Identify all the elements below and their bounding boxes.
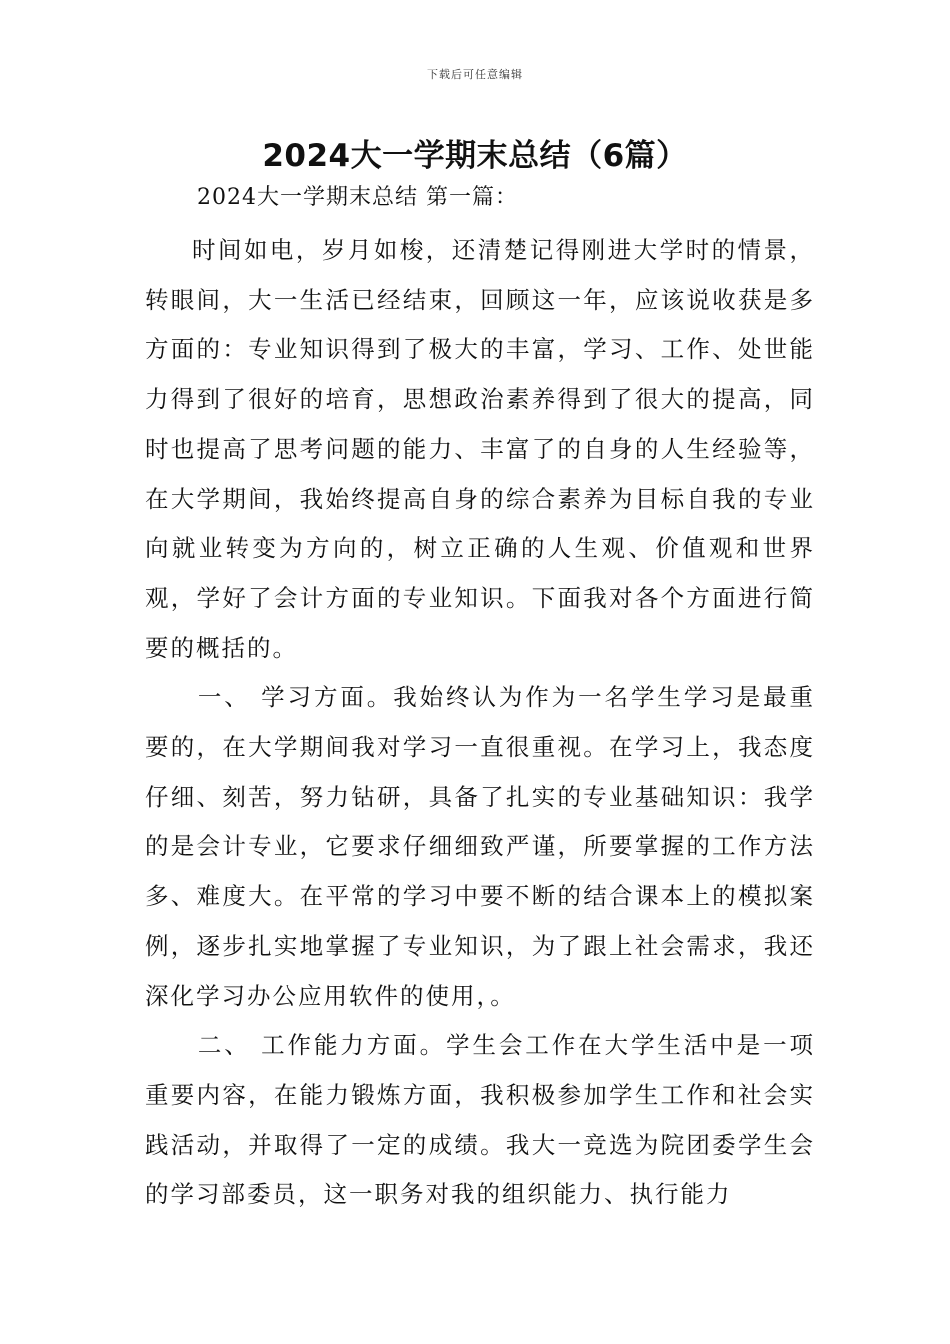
paragraph-study: 一、 学习方面。我始终认为作为一名学生学习是最重要的，在大学期间我对学习一直很重视。在学习上，我态度仔细、刻苦，努力钻研，具备了扎实的专业基础知识：我学的是会计专业，它要求仔细细致严谨，所要掌握的工作方法多、难度大。在平常的学习中要不断的结合课本上的模拟案例，逐步扎实地掌握了专业知识，为了跟上社会需求，我还深化学习办公应用软件的使用，。 — [145, 683, 815, 1010]
body-text — [145, 226, 815, 1220]
document-title: 2024大一学期末总结（6篇） — [262, 138, 688, 174]
paragraph-work: 二、 工作能力方面。学生会工作在大学生活中是一项重要内容，在能力锻炼方面，我积极参加学生工作和社会实践活动，并取得了一定的成绩。我大一竞选为院团委学生会的学习部委员，这一职务对我的组织能力、执行能力 — [145, 1031, 815, 1209]
header-note: 下载后可任意编辑 — [427, 68, 523, 81]
section-subtitle: 2024大一学期末总结 第一篇： — [197, 185, 518, 210]
paragraph-intro: 时间如电，岁月如梭，还清楚记得刚进大学时的情景，转眼间，大一生活已经结束，回顾这一年，应该说收获是多方面的：专业知识得到了极大的丰富，学习、工作、处世能力得到了很好的培育，思想政治素养得到了很大的提高，同时也提高了思考问题的能力、丰富了的自身的人生经验等，在大学期间，我始终提高自身的综合素养为目标自我的专业向就业转变为方向的，树立正确的人生观、价值观和世界观，学好了会计方面的专业知识。下面我对各个方面进行简要的概括的。 — [145, 236, 815, 662]
